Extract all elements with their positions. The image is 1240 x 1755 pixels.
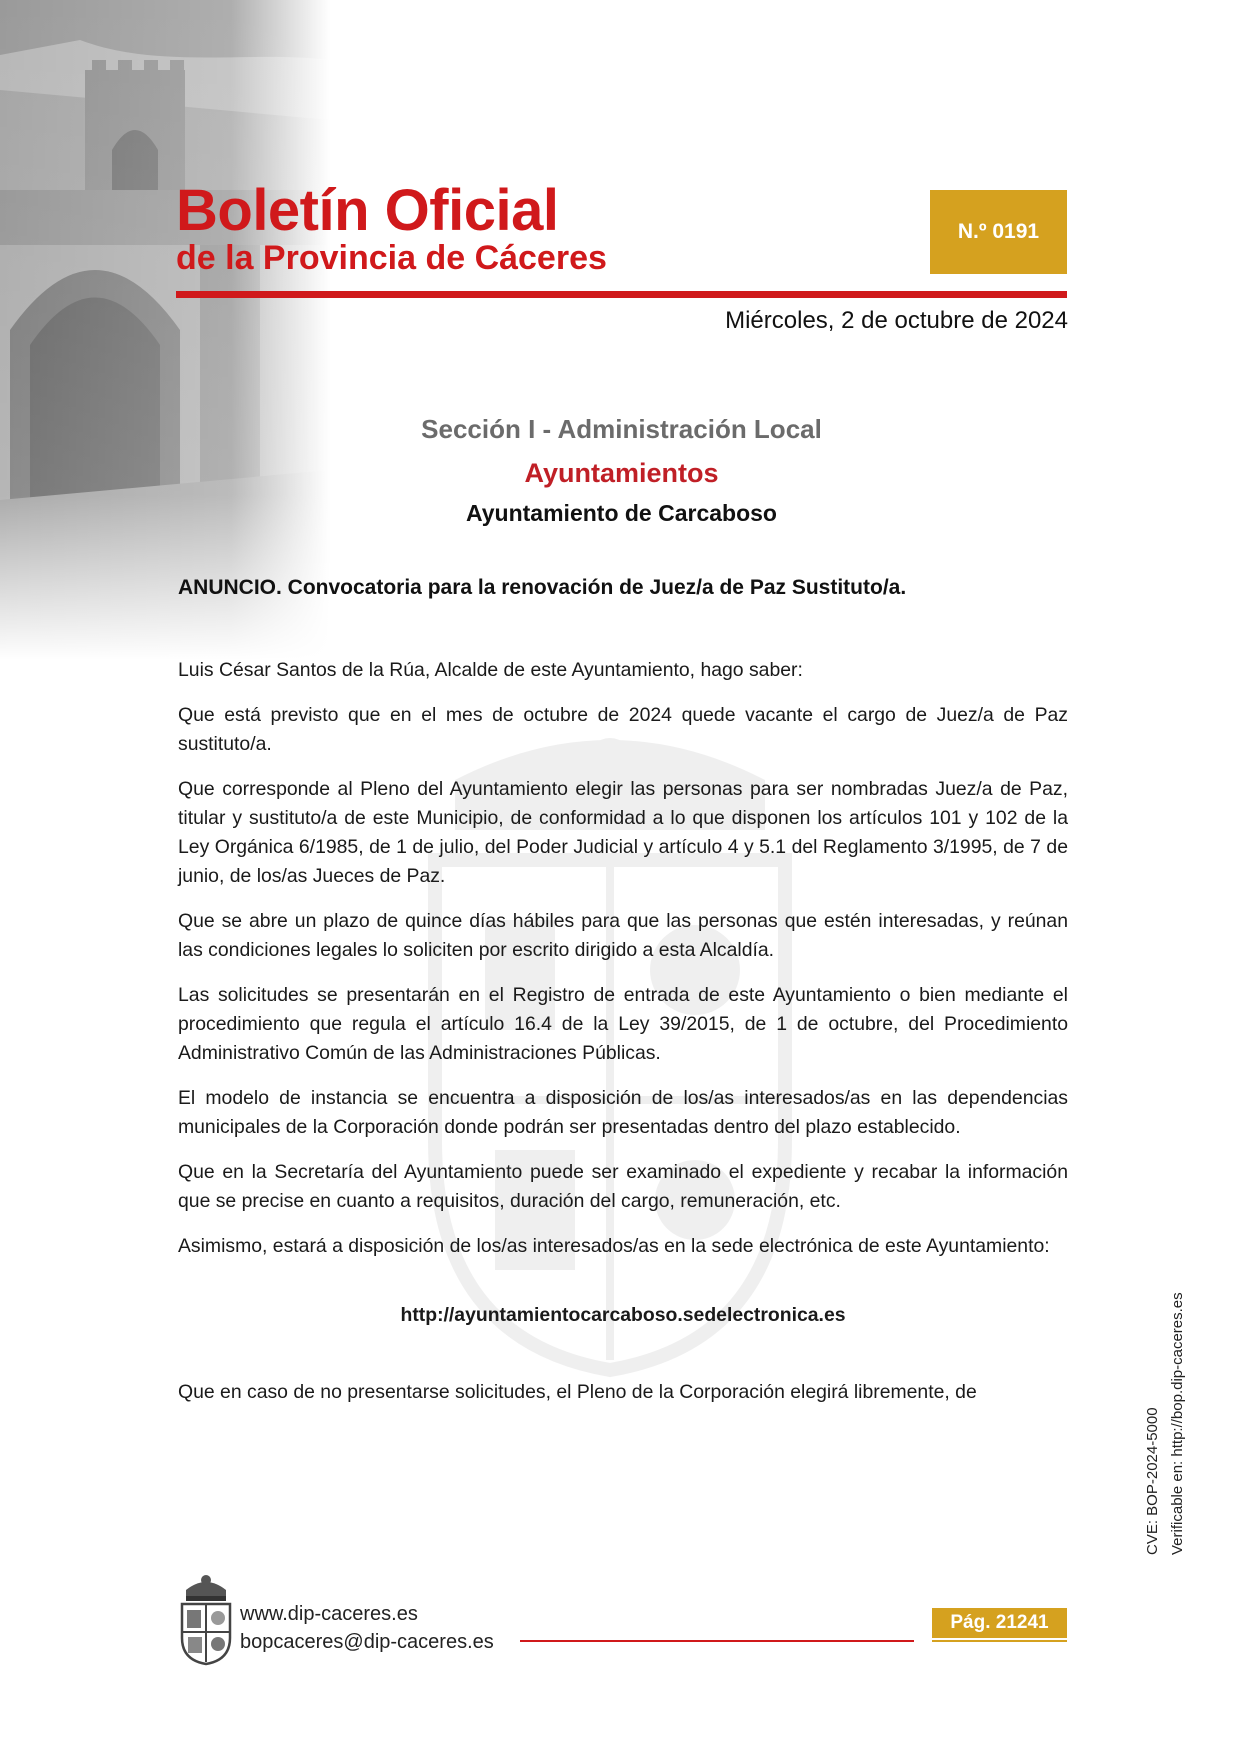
verification-sidebar xyxy=(1140,1292,1190,1555)
publication-date: Miércoles, 2 de octubre de 2024 xyxy=(725,307,1068,334)
paragraph: Que en caso de no presentarse solicitudes, el Pleno de la Corporación elegirá libremente, de xyxy=(178,1381,977,1403)
verification-link[interactable]: Verificable en: http://bop.dip-caceres.es xyxy=(1169,1292,1186,1555)
paragraph: El modelo de instancia se encuentra a disposición de los/as interesados/as en las dependencias municipales de la Corporación donde podrán ser presentadas dentro del plazo establecido. xyxy=(178,1087,1068,1138)
announcement-body xyxy=(178,656,1068,1423)
entity-heading: Ayuntamiento de Carcaboso xyxy=(466,500,777,526)
page-number-badge: Pág. 21241 xyxy=(932,1608,1067,1638)
masthead xyxy=(176,178,607,277)
cve-code: CVE: BOP-2024-5000 xyxy=(1144,1407,1161,1555)
paragraph: Luis César Santos de la Rúa, Alcalde de este Ayuntamiento, hago saber: xyxy=(178,659,803,681)
bulletin-subtitle: de la Provincia de Cáceres xyxy=(176,239,607,277)
footer-rule xyxy=(520,1640,914,1642)
header-rule xyxy=(176,291,1067,298)
paragraph: Que está previsto que en el mes de octubre de 2024 quede vacante el cargo de Juez/a de Paz sustituto/a. xyxy=(178,704,1068,755)
page-number-underline xyxy=(932,1640,1067,1642)
paragraph: Que corresponde al Pleno del Ayuntamiento elegir las personas para ser nombradas Juez/a de Paz, titular y sustituto/a de este Municipio, de conformidad a lo que disponen los artículos 101 y 102 de la Ley Orgánica 6/1985, de 1 de julio, del Poder Judicial y artículo 4 y 5.1 del Reglamento 3/1995, de 7 de junio, de los/as Jueces de Paz. xyxy=(178,778,1068,887)
issue-number-badge: N.º 0191 xyxy=(930,190,1067,274)
e-office-url[interactable]: http://ayuntamientocarcaboso.sedelectronica.es xyxy=(400,1304,846,1326)
header-bridge-photo xyxy=(0,0,330,660)
category-heading: Ayuntamientos xyxy=(524,458,719,488)
bulletin-title: Boletín Oficial xyxy=(176,178,559,243)
paragraph: Que en la Secretaría del Ayuntamiento puede ser examinado el expediente y recabar la información que se precise en cuanto a requisitos, duración del cargo, remuneración, etc. xyxy=(178,1161,1068,1212)
footer-email-link[interactable]: bopcaceres@dip-caceres.es xyxy=(240,1631,494,1653)
announcement-title: ANUNCIO. Convocatoria para la renovación de Juez/a de Paz Sustituto/a. xyxy=(178,576,907,599)
paragraph: Asimismo, estará a disposición de los/as interesados/as en la sede electrónica de este Ayuntamiento: xyxy=(178,1235,1050,1257)
paragraph: Las solicitudes se presentarán en el Registro de entrada de este Ayuntamiento o bien mediante el procedimiento que regula el artículo 16.4 de la Ley 39/2015, de 1 de octubre, del Procedimiento Administrativo Común de las Administraciones Públicas. xyxy=(178,984,1068,1064)
footer-contact xyxy=(240,1600,494,1656)
footer-website-link[interactable]: www.dip-caceres.es xyxy=(240,1603,418,1625)
paragraph: Que se abre un plazo de quince días hábiles para que las personas que estén interesadas, y reúnan las condiciones legales lo soliciten por escrito dirigido a esta Alcaldía. xyxy=(178,910,1068,961)
provincial-shield-icon xyxy=(178,1572,234,1666)
section-heading: Sección I - Administración Local xyxy=(421,414,822,444)
